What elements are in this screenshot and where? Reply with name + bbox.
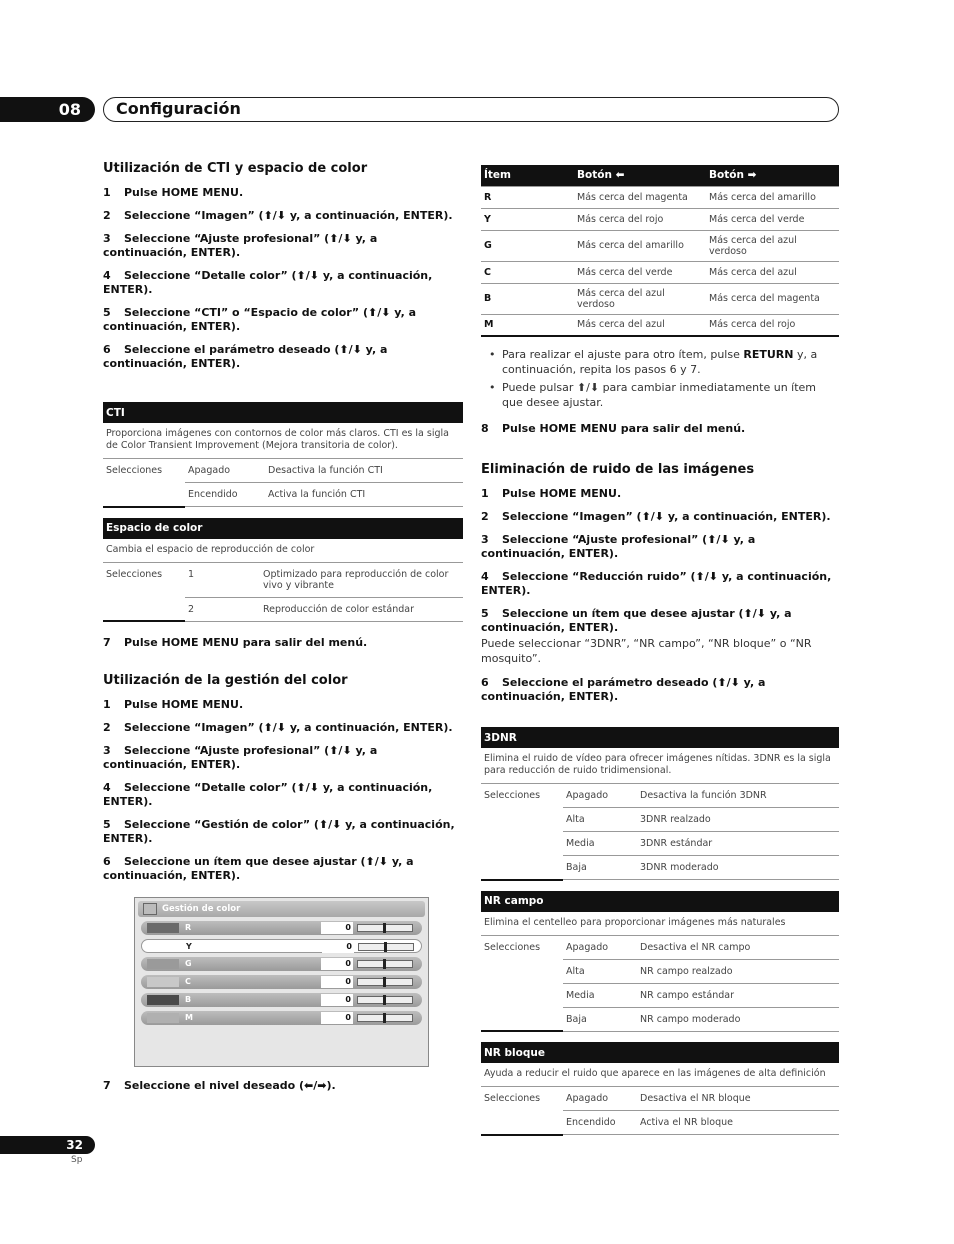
option-description: NR campo estándar xyxy=(637,983,839,1007)
option-value: Apagado xyxy=(563,784,637,808)
slider-handle[interactable] xyxy=(383,1013,386,1023)
section-title-ruido: Eliminación de ruido de las imágenes xyxy=(481,462,755,477)
color-swatch xyxy=(147,1013,179,1023)
table-description: Elimina el centelleo para proporcionar imágenes más naturales xyxy=(481,912,839,936)
slider-handle[interactable] xyxy=(383,959,386,969)
osd-row-b[interactable] xyxy=(141,993,422,1007)
step-7-level: 7 Seleccione el nivel deseado (⬅/➡). xyxy=(103,1079,336,1092)
selections-label xyxy=(481,1007,563,1031)
color-swatch xyxy=(147,959,179,969)
table-cell: Más cerca del azul verdoso xyxy=(574,283,706,314)
step-item: 3 Seleccione “Ajuste profesional” (⬆/⬇ y, a continuación, ENTER). xyxy=(103,744,378,771)
table-cell: M xyxy=(481,314,574,336)
option-value: 2 xyxy=(185,597,260,621)
table-description: Ayuda a reducir el ruido que aparece en las imágenes de alta definición xyxy=(481,1063,839,1087)
table-cell: Más cerca del verde xyxy=(706,208,839,230)
language-code: Sp xyxy=(71,1155,83,1165)
step-item: 1 Pulse HOME MENU. xyxy=(103,186,244,199)
step-item: 3 Seleccione “Ajuste profesional” (⬆/⬇ y, a continuación, ENTER). xyxy=(103,232,378,259)
color-management-osd xyxy=(134,897,429,1067)
table-description: Elimina el ruido de vídeo para ofrecer imágenes nítidas. 3DNR es la sigla para reducción de ruido tridimensional. xyxy=(481,748,839,784)
table-row xyxy=(481,959,839,983)
table-description: Proporciona imágenes con contornos de color más claros. CTI es la sigla de Color Transient Improvement (Mejora transitoria de color). xyxy=(103,423,463,459)
table-row xyxy=(103,483,463,507)
selections-label: Selecciones xyxy=(484,941,541,953)
color-swatch xyxy=(147,977,179,987)
option-description: Activa el NR bloque xyxy=(637,1111,839,1135)
steps-ruido xyxy=(481,487,839,635)
option-value: Media xyxy=(563,832,637,856)
osd-row-value: 0 xyxy=(321,994,353,1006)
cti-table xyxy=(103,402,463,508)
option-value: Apagado xyxy=(563,1087,637,1111)
option-value: Encendido xyxy=(563,1111,637,1135)
table-cell: Más cerca del azul xyxy=(574,314,706,336)
nr-bloque-table xyxy=(481,1042,839,1136)
column-header: Botón ➡ xyxy=(706,165,839,186)
option-value: Apagado xyxy=(185,459,265,483)
selections-label xyxy=(481,983,563,1007)
table-row xyxy=(481,314,839,336)
osd-row-label: C xyxy=(185,977,191,986)
selections-label: Selecciones xyxy=(484,790,541,801)
option-description: Desactiva la función 3DNR xyxy=(637,784,839,808)
table-row xyxy=(481,784,839,808)
osd-row-label: B xyxy=(185,995,192,1004)
table-row xyxy=(481,1111,839,1135)
option-description: Desactiva la función CTI xyxy=(265,459,463,483)
left-column xyxy=(103,161,463,1102)
option-value: Alta xyxy=(563,959,637,983)
table-row xyxy=(481,208,839,230)
step-item: 2 Seleccione “Imagen” (⬆/⬇ y, a continuación, ENTER). xyxy=(103,209,453,222)
level-slider[interactable] xyxy=(357,924,413,932)
selections-label: Selecciones xyxy=(106,568,163,580)
color-swatch xyxy=(147,995,179,1005)
level-slider[interactable] xyxy=(357,978,413,986)
step-item: 3 Seleccione “Ajuste profesional” (⬆/⬇ y, a continuación, ENTER). xyxy=(481,533,756,560)
table-row xyxy=(481,230,839,261)
color-adjust-table xyxy=(481,165,839,337)
step-6-param: 6 Seleccione el parámetro deseado (⬆/⬇ y, a continuación, ENTER). xyxy=(481,676,766,703)
osd-row-y[interactable] xyxy=(141,939,422,953)
column-header: Ítem xyxy=(481,165,574,186)
selections-label: Selecciones xyxy=(106,465,163,476)
option-value: Encendido xyxy=(185,483,265,507)
color-swatch xyxy=(147,923,179,933)
step-item: 5 Seleccione “CTI” o “Espacio de color” (⬆/⬇ y, a continuación, ENTER). xyxy=(103,306,417,333)
selections-label xyxy=(481,1111,563,1135)
step-item: 5 Seleccione un ítem que desee ajustar (⬆/⬇ y, a continuación, ENTER). xyxy=(481,607,792,634)
menu-icon xyxy=(143,903,157,915)
option-description: Desactiva el NR bloque xyxy=(637,1087,839,1111)
step-item: 1 Pulse HOME MENU. xyxy=(481,487,622,500)
option-description: NR campo moderado xyxy=(637,1007,839,1031)
table-cell: Más cerca del rojo xyxy=(706,314,839,336)
osd-row-label: G xyxy=(185,959,192,968)
selections-label xyxy=(481,832,563,856)
table-row xyxy=(481,935,839,959)
step-item: 6 Seleccione un ítem que desee ajustar (⬆/⬇ y, a continuación, ENTER). xyxy=(103,855,414,882)
table-row xyxy=(481,261,839,283)
right-column xyxy=(481,165,839,1146)
step-item: 2 Seleccione “Imagen” (⬆/⬇ y, a continuación, ENTER). xyxy=(481,510,831,523)
osd-title: Gestión de color xyxy=(162,904,241,914)
table-row xyxy=(481,856,839,880)
table-title: NR campo xyxy=(481,891,839,912)
osd-row-value: 0 xyxy=(321,976,353,988)
page-title: Configuración xyxy=(103,97,839,122)
step-item: 4 Seleccione “Detalle color” (⬆/⬇ y, a continuación, ENTER). xyxy=(103,781,433,808)
nr-campo-table xyxy=(481,891,839,1033)
table-cell: Y xyxy=(481,208,574,230)
step-item: 2 Seleccione “Imagen” (⬆/⬇ y, a continuación, ENTER). xyxy=(103,721,453,734)
espacio-color-table xyxy=(103,518,463,623)
level-slider[interactable] xyxy=(357,960,413,968)
level-slider[interactable] xyxy=(358,943,414,951)
section-title-gestion: Utilización de la gestión del color xyxy=(103,673,348,688)
osd-row-g[interactable] xyxy=(141,957,422,971)
option-description: Optimizado para reproducción de color vivo y vibrante xyxy=(260,562,463,597)
step-5-note: Puede seleccionar “3DNR”, “NR campo”, “NR bloque” o “NR mosquito”. xyxy=(481,637,812,665)
selections-label: Selecciones xyxy=(484,1093,541,1104)
option-description: Reproducción de color estándar xyxy=(260,597,463,621)
bullet-return: • Para realizar el ajuste para otro ítem, pulse RETURN y, a continuación, repita los pasos 6 y 7. xyxy=(481,347,839,377)
table-cell: G xyxy=(481,230,574,261)
osd-row-value: 0 xyxy=(322,941,354,953)
chapter-number: 08 xyxy=(0,97,95,122)
option-description: NR campo realzado xyxy=(637,959,839,983)
table-cell: Más cerca del rojo xyxy=(574,208,706,230)
section-title-cti: Utilización de CTI y espacio de color xyxy=(103,161,368,176)
osd-row-label: R xyxy=(185,923,192,932)
table-cell: Más cerca del magenta xyxy=(706,283,839,314)
osd-row-c[interactable] xyxy=(141,975,422,989)
table-row xyxy=(481,186,839,208)
level-slider[interactable] xyxy=(357,1014,413,1022)
table-description: Cambia el espacio de reproducción de color xyxy=(103,539,463,563)
table-title: Espacio de color xyxy=(103,518,463,539)
option-description: Desactiva el NR campo xyxy=(637,935,839,959)
step-8-exit: 8 Pulse HOME MENU para salir del menú. xyxy=(481,422,746,435)
osd-row-label: Y xyxy=(186,942,192,951)
table-row xyxy=(481,283,839,314)
table-row xyxy=(103,597,463,621)
table-row xyxy=(103,459,463,483)
selections-label xyxy=(481,808,563,832)
table-row xyxy=(103,562,463,597)
option-value: Media xyxy=(563,983,637,1007)
slider-handle[interactable] xyxy=(383,995,386,1005)
table-cell: Más cerca del azul xyxy=(706,261,839,283)
table-cell: R xyxy=(481,186,574,208)
osd-row-value: 0 xyxy=(321,1012,353,1024)
table-cell: Más cerca del amarillo xyxy=(574,230,706,261)
table-row xyxy=(481,1007,839,1031)
option-value: Baja xyxy=(563,1007,637,1031)
step-item: 5 Seleccione “Gestión de color” (⬆/⬇ y, a continuación, ENTER). xyxy=(103,818,455,845)
table-cell: C xyxy=(481,261,574,283)
option-description: 3DNR estándar xyxy=(637,832,839,856)
slider-handle[interactable] xyxy=(383,923,386,933)
table-cell: Más cerca del magenta xyxy=(574,186,706,208)
option-value: 1 xyxy=(185,562,260,597)
osd-row-label: M xyxy=(185,1013,193,1022)
step-item: 1 Pulse HOME MENU. xyxy=(103,698,244,711)
osd-row-r[interactable] xyxy=(141,921,422,935)
color-swatch xyxy=(148,942,180,952)
slider-handle[interactable] xyxy=(384,942,387,952)
option-value: Baja xyxy=(563,856,637,880)
selections-label xyxy=(481,856,563,880)
step-item: 6 Seleccione el parámetro deseado (⬆/⬇ y, a continuación, ENTER). xyxy=(103,343,388,370)
step-7-exit: 7 Pulse HOME MENU para salir del menú. xyxy=(103,636,368,649)
table-title: NR bloque xyxy=(481,1042,839,1063)
table-row xyxy=(481,832,839,856)
table-title: 3DNR xyxy=(481,727,839,748)
step-item: 4 Seleccione “Reducción ruido” (⬆/⬇ y, a continuación, ENTER). xyxy=(481,570,832,597)
table-row xyxy=(481,808,839,832)
bullet-arrows: • Puede pulsar ⬆/⬇ para cambiar inmediatamente un ítem que desee ajustar. xyxy=(481,380,839,410)
option-description: Activa la función CTI xyxy=(265,483,463,507)
table-cell: Más cerca del azul verdoso xyxy=(706,230,839,261)
steps-cti xyxy=(103,186,463,371)
osd-row-value: 0 xyxy=(321,958,353,970)
3dnr-table xyxy=(481,727,839,881)
option-value: Apagado xyxy=(563,935,637,959)
osd-row-m[interactable] xyxy=(141,1011,422,1025)
osd-row-value: 0 xyxy=(321,922,353,934)
slider-handle[interactable] xyxy=(383,977,386,987)
steps-gestion xyxy=(103,698,463,883)
table-row xyxy=(481,1087,839,1111)
table-cell: Más cerca del amarillo xyxy=(706,186,839,208)
table-row xyxy=(481,983,839,1007)
column-header: Botón ⬅ xyxy=(574,165,706,186)
table-cell: B xyxy=(481,283,574,314)
option-description: 3DNR moderado xyxy=(637,856,839,880)
table-cell: Más cerca del verde xyxy=(574,261,706,283)
page-number: 32 xyxy=(0,1136,95,1154)
option-description: 3DNR realzado xyxy=(637,808,839,832)
osd-title-bar xyxy=(138,901,425,917)
option-value: Alta xyxy=(563,808,637,832)
selections-label xyxy=(103,597,185,621)
level-slider[interactable] xyxy=(357,996,413,1004)
step-item: 4 Seleccione “Detalle color” (⬆/⬇ y, a continuación, ENTER). xyxy=(103,269,433,296)
selections-label xyxy=(481,959,563,983)
selections-label xyxy=(103,483,185,507)
table-title: CTI xyxy=(103,402,463,423)
